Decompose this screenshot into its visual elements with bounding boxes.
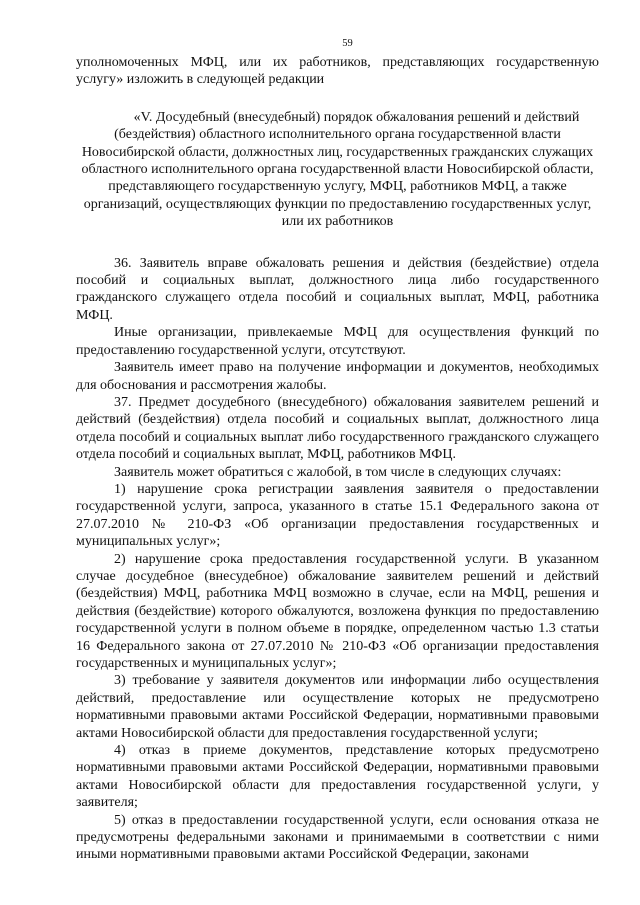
page-number: 59 <box>342 38 353 49</box>
list-item: 3) требование у заявителя документов или информации либо осуществления действий, предоставление или осуществление которых не предусмотрено нормативными правовыми актами Российской Федерации, нормативными правовыми актами Новосибирской области для предоставления государственной услуги; <box>76 673 599 741</box>
list-item: 1) нарушение срока регистрации заявления заявителя о предоставлении государственной услуги, запроса, указанного в статье 15.1 Федерального закона от 27.07.2010 № 210-ФЗ «Об организации предоставления государственных и муниципальных услуг»; <box>76 481 599 550</box>
paragraph: Заявитель имеет право на получение информации и документов, необходимых для обоснования и рассмотрения жалобы. <box>76 360 599 393</box>
paragraph: Иные организации, привлекаемые МФЦ для осуществления функций по предоставлению государственной услуги, отсутствуют. <box>76 325 599 358</box>
section-heading: «V. Досудебный (внесудебный) порядок обжалования решений и действий (бездействия) областного исполнительного органа государственной власти Новосибирской области, должностных лиц, государственных гражданских служащих областного исполнительного органа государственной власти Новосибирской области, представляющего государственную услугу, МФЦ, работников МФЦ, а также организаций, осуществляющих функции по предоставлению государственных услуг, или их работников <box>81 109 594 230</box>
list-item: 4) отказ в приеме документов, представление которых предусмотрено нормативными правовыми актами Российской Федерации, нормативными правовыми актами Новосибирской области для предоставления государственной услуги, у заявителя; <box>76 743 599 811</box>
intro-text: уполномоченных МФЦ, или их работников, представляющих государственную услугу» изложить в следующей редакции <box>76 55 599 88</box>
paragraph: 36. Заявитель вправе обжаловать решения и действия (бездействие) отдела пособий и социальных выплат, должностного лица либо государственного гражданского служащего отдела пособий и социальных выплат, МФЦ, работника МФЦ. <box>76 255 599 323</box>
list-item: 2) нарушение срока предоставления государственной услуги. В указанном случае досудебное (внесудебное) обжалование заявителем решений и действий (бездействия) МФЦ, работника МФЦ возможно в случае, если на МФЦ, решения и действия (бездействие) которого обжалуются, возложена функция по предоставлению государственной услуги в полном объеме в порядке, определенном частью 1.3 статьи 16 Федерального закона от 27.07.2010 № 210-ФЗ «Об организации предоставления государственных и муниципальных услуг»; <box>76 551 599 671</box>
paragraph: Заявитель может обратиться с жалобой, в том числе в следующих случаях: <box>114 464 562 480</box>
list-item: 5) отказ в предоставлении государственной услуги, если основания отказа не предусмотрены федеральными законами и принимаемыми в соответствии с ними иными нормативными правовыми актами Российской Федерации, законами <box>76 812 599 863</box>
paragraph: 37. Предмет досудебного (внесудебного) обжалования заявителем решений и действий (бездействия) отдела пособий и социальных выплат, должностного лица отдела пособий и социальных выплат либо государственного гражданского служащего отдела пособий и социальных выплат, МФЦ, работников МФЦ. <box>76 394 599 463</box>
